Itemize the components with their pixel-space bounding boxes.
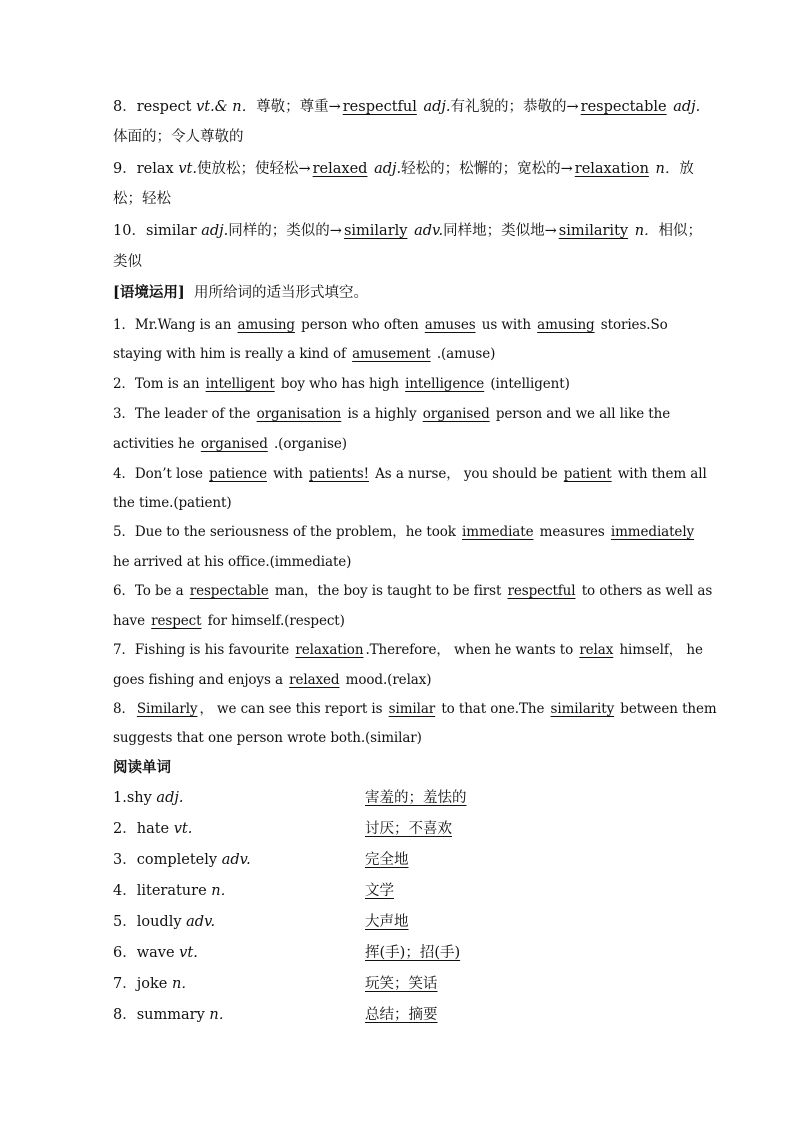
- answer-blank: intelligent: [205, 376, 275, 392]
- sentence-text: the time.(patient): [113, 495, 232, 511]
- sentence-line: [113, 433, 684, 455]
- sentence-text: 2．Tom is an: [113, 376, 204, 392]
- reading-word: [113, 1004, 233, 1026]
- sentence-text: staying with him is really a kind of: [113, 346, 351, 362]
- answer-blank: amusing: [537, 317, 595, 333]
- meaning-text: 完全地: [365, 852, 409, 868]
- sentence-line: [113, 343, 684, 365]
- sentence-text: have: [113, 613, 150, 629]
- part-of-speech: n．: [655, 161, 680, 177]
- sentence-text: to others as well as: [577, 583, 713, 599]
- sentence-line: [113, 669, 684, 691]
- part-of-speech: adj.: [156, 790, 184, 806]
- sentence-line: [113, 698, 717, 720]
- sentence-line: [113, 492, 684, 514]
- sentence-text: to that one.The: [437, 701, 549, 717]
- vocab-text: 9．relax: [113, 161, 179, 177]
- vocab-text: 同样的；类似的→: [228, 223, 342, 239]
- word-text: 3．completely: [113, 852, 222, 868]
- vocab-line: [113, 220, 703, 242]
- part-of-speech: n．: [209, 1007, 234, 1023]
- meaning-text: 大声地: [365, 914, 409, 930]
- sentence-text: 3．The leader of the: [113, 406, 255, 422]
- vocab-line: [113, 96, 701, 118]
- reading-meaning: [365, 973, 438, 995]
- word-text: 8．summary: [113, 1007, 210, 1023]
- answer-blank: immediately: [610, 524, 695, 540]
- answer-blank: respect: [151, 613, 202, 629]
- sentence-line: [113, 373, 684, 395]
- sentence-text: .Therefore， when he wants to: [365, 642, 578, 658]
- vocab-line: [113, 158, 694, 180]
- answer-blank: Similarly: [136, 701, 198, 717]
- vocab-text: 有礼貌的；恭敬的→: [450, 99, 579, 115]
- part-of-speech: adj.: [673, 99, 701, 115]
- sentence-text: 4．Don’t lose: [113, 466, 208, 482]
- reading-meaning: [365, 818, 452, 840]
- sentence-text: with them all: [613, 466, 707, 482]
- part-of-speech: adv.: [186, 914, 216, 930]
- sentence-text: .(organise): [269, 436, 347, 452]
- part-of-speech: adv.: [221, 852, 251, 868]
- word-text: 2．hate: [113, 821, 174, 837]
- sentence-text: .(amuse): [432, 346, 496, 362]
- answer-blank: similar: [388, 701, 436, 717]
- sentence-text: person and we all like the: [491, 406, 671, 422]
- answer-blank: patient: [563, 466, 612, 482]
- reading-word: [113, 911, 215, 933]
- word-text: 7．joke: [113, 976, 172, 992]
- word-text: 4．literature: [113, 883, 212, 899]
- reading-word: [113, 849, 251, 871]
- reading-heading: 阅读单词: [113, 759, 171, 776]
- part-of-speech: vt.: [179, 945, 198, 961]
- sentence-line: [113, 463, 707, 485]
- meaning-text: 讨厌；不喜欢: [365, 821, 452, 837]
- part-of-speech: vt.: [178, 161, 197, 177]
- part-of-speech: n．: [211, 883, 236, 899]
- reading-meaning: [365, 880, 394, 902]
- sentence-text: 6．To be a: [113, 583, 188, 599]
- sentence-text: boy who has high: [276, 376, 404, 392]
- answer-blank: amusing: [237, 317, 295, 333]
- sentence-text: measures: [535, 524, 609, 540]
- sentence-line: [113, 551, 684, 573]
- sentence-text: 1．Mr.Wang is an: [113, 317, 236, 333]
- sentence-text: ， we can see this report is: [199, 701, 387, 717]
- vocab-text: 同样地；类似地→: [443, 223, 557, 239]
- meaning-text: 挥(手)；招(手): [365, 945, 461, 961]
- answer-blank: relaxed: [289, 672, 340, 688]
- vocab-text: 10．similar: [113, 223, 202, 239]
- sentence-line: [113, 580, 713, 602]
- answer-blank: patients!: [308, 466, 369, 482]
- meaning-text: 文学: [365, 883, 394, 899]
- vocab-text: 相似；: [658, 223, 703, 239]
- sentence-text: activities he: [113, 436, 199, 452]
- sentence-line: [113, 639, 703, 661]
- part-of-speech: vt.& n．: [196, 99, 257, 115]
- answer-blank: organisation: [256, 406, 342, 422]
- vocab-text: 8．respect: [113, 99, 197, 115]
- answer-blank: similarity: [550, 701, 615, 717]
- reading-meaning: [365, 942, 460, 964]
- sentence-text: mood.(relax): [341, 672, 432, 688]
- answer-blank: respectable: [189, 583, 269, 599]
- answer-blank: respectful: [507, 583, 576, 599]
- answer-blank: organised: [200, 436, 268, 452]
- reading-meaning: [365, 1004, 438, 1026]
- vocab-continuation: 体面的；令人尊敬的: [113, 129, 244, 145]
- sentence-text: (intelligent): [486, 376, 570, 392]
- part-of-speech: adv.: [414, 223, 444, 239]
- sentence-line: [113, 314, 684, 336]
- answer-blank: patience: [209, 466, 267, 482]
- exercise-instruction: 用所给词的适当形式填空。: [193, 285, 368, 301]
- sentence-line: [113, 727, 684, 749]
- sentence-text: between them: [616, 701, 717, 717]
- meaning-text: 害羞的；羞怯的: [365, 790, 467, 806]
- reading-meaning: [365, 849, 409, 871]
- sentence-text: for himself.(respect): [203, 613, 345, 629]
- word-text: 1.shy: [113, 790, 157, 806]
- reading-word: [113, 818, 192, 840]
- answer-blank: relaxation: [295, 642, 364, 658]
- answer-blank: relaxation: [574, 161, 649, 177]
- answer-blank: intelligence: [405, 376, 485, 392]
- answer-blank: amusement: [352, 346, 431, 362]
- answer-blank: similarity: [558, 223, 629, 239]
- exercise-heading: [113, 282, 684, 304]
- part-of-speech: n．: [634, 223, 659, 239]
- sentence-text: As a nurse， you should be: [370, 466, 562, 482]
- sentence-line: [113, 610, 684, 632]
- sentence-line: [113, 403, 684, 425]
- vocab-text: 轻松的；松懈的；宽松的→: [401, 161, 573, 177]
- part-of-speech: n．: [171, 976, 196, 992]
- sentence-text: 8．: [113, 701, 135, 717]
- answer-blank: immediate: [462, 524, 534, 540]
- reading-meaning: [365, 911, 409, 933]
- sentence-line: [113, 521, 695, 543]
- answer-blank: amuses: [424, 317, 476, 333]
- reading-word: [113, 880, 235, 902]
- answer-blank: respectful: [342, 99, 417, 115]
- sentence-text: stories.So: [596, 317, 668, 333]
- part-of-speech: adj.: [374, 161, 402, 177]
- answer-blank: similarly: [343, 223, 408, 239]
- sentence-text: with: [268, 466, 307, 482]
- part-of-speech: adj.: [201, 223, 229, 239]
- sentence-text: us with: [477, 317, 536, 333]
- meaning-text: 玩笑；笑话: [365, 976, 438, 992]
- part-of-speech: vt.: [173, 821, 193, 837]
- vocab-continuation: 松；轻松: [113, 191, 171, 207]
- sentence-text: suggests that one person wrote both.(similar): [113, 730, 422, 746]
- word-text: 6．wave: [113, 945, 180, 961]
- reading-word: [113, 942, 198, 964]
- sentence-text: 7．Fishing is his favourite: [113, 642, 294, 658]
- answer-blank: organised: [422, 406, 490, 422]
- reading-word: [113, 787, 183, 809]
- word-text: 5．loudly: [113, 914, 187, 930]
- reading-word: [113, 973, 196, 995]
- sentence-text: person who often: [296, 317, 423, 333]
- sentence-text: 5．Due to the seriousness of the problem，he took: [113, 524, 461, 540]
- vocab-text: 尊敬；尊重→: [256, 99, 341, 115]
- sentence-text: goes fishing and enjoys a: [113, 672, 288, 688]
- answer-blank: respectable: [580, 99, 667, 115]
- exercise-tag: [语境运用]: [113, 284, 185, 301]
- vocab-text: 使放松；使轻松→: [196, 161, 311, 177]
- vocab-text: 放: [679, 161, 694, 177]
- sentence-text: is a highly: [343, 406, 421, 422]
- sentence-text: himself， he: [615, 642, 703, 658]
- answer-blank: relax: [579, 642, 614, 658]
- answer-blank: relaxed: [312, 161, 368, 177]
- part-of-speech: adj.: [423, 99, 451, 115]
- sentence-text: man，the boy is taught to be first: [270, 583, 506, 599]
- meaning-text: 总结；摘要: [365, 1007, 438, 1023]
- sentence-text: he arrived at his office.(immediate): [113, 554, 352, 570]
- vocab-continuation: 类似: [113, 254, 142, 270]
- reading-meaning: [365, 787, 467, 809]
